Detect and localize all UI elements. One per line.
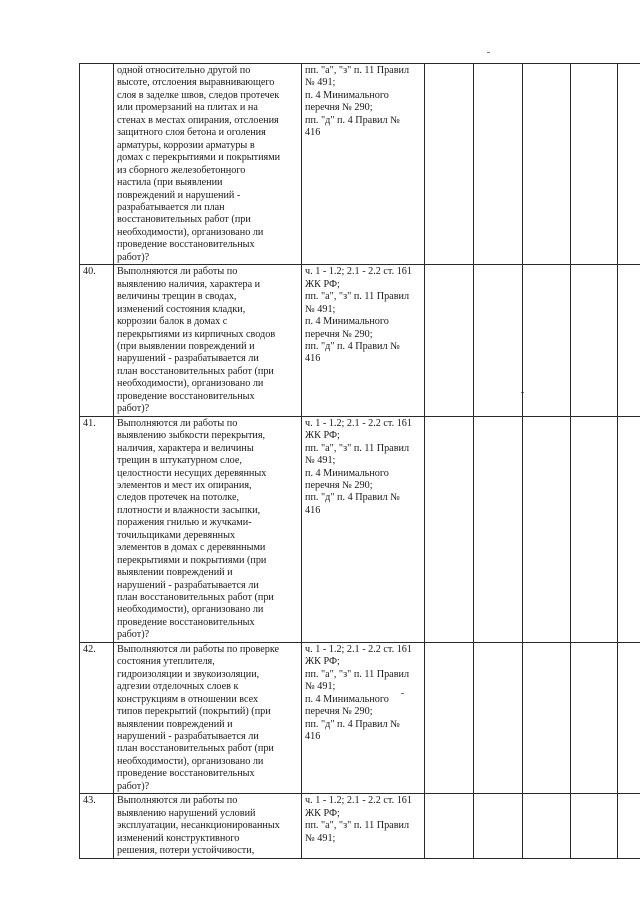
notes-cell[interactable] xyxy=(618,794,640,858)
question-cell: Выполняются ли работы по выявлению наличия, характера и величины трещин в сводах, изменений состояния кладки, коррозии балок в домах с перекрытиями из кирпичных сводов (при выявлении повреждений и нарушений - разрабатывается ли план восстановительных работ (при необходимости), организовано ли проведение восстановительных работ)? xyxy=(114,265,302,416)
answer-cell-no[interactable] xyxy=(474,642,523,793)
answer-cell-extra[interactable] xyxy=(571,64,618,265)
answer-cell-not-applicable[interactable] xyxy=(523,416,571,642)
row-number xyxy=(80,64,114,265)
question-cell: Выполняются ли работы по проверке состояния утеплителя, гидроизоляции и звукоизоляции, адгезии отделочных слоев к конструкциям в отношении всех типов перекрытий (покрытий) (при выявлении повреждений и нарушений - разрабатывается ли план восстановительных работ (при необходимости), организовано ли проведение восстановительных работ)? xyxy=(114,642,302,793)
scan-speck xyxy=(487,52,490,53)
answer-cell-yes[interactable] xyxy=(425,265,474,416)
answer-cell-yes[interactable] xyxy=(425,416,474,642)
reference-cell: ч. 1 - 1.2; 2.1 - 2.2 ст. 161 ЖК РФ; пп. "а", "з" п. 11 Правил № 491; xyxy=(302,794,425,858)
reference-cell: пп. "а", "з" п. 11 Правил № 491; п. 4 Минимального перечня № 290; пп. "д" п. 4 Правил № 416 xyxy=(302,64,425,265)
answer-cell-extra[interactable] xyxy=(571,794,618,858)
table-row xyxy=(80,265,640,416)
answer-cell-not-applicable[interactable] xyxy=(523,642,571,793)
answer-cell-extra[interactable] xyxy=(571,416,618,642)
reference-cell: ч. 1 - 1.2; 2.1 - 2.2 ст. 161 ЖК РФ; пп. "а", "з" п. 11 Правил № 491; п. 4 Минимального перечня № 290; пп. "д" п. 4 Правил № 416 xyxy=(302,265,425,416)
answer-cell-yes[interactable] xyxy=(425,794,474,858)
answer-cell-no[interactable] xyxy=(474,265,523,416)
checklist-table xyxy=(79,63,640,859)
question-cell: Выполняются ли работы по выявлению зыбкости перекрытия, наличия, характера и величины трещин в штукатурном слое, целостности несущих деревянных элементов и мест их опирания, следов протечек на потолке, плотности и влажности засыпки, поражения гнилью и жучками- точильщиками деревянных элементов в домах с деревянными перекрытиями и покрытиями (при выявлении повреждений и нарушений - разрабатывается ли план восстановительных работ (при необходимости), организовано ли проведение восстановительных работ)? xyxy=(114,416,302,642)
table-row xyxy=(80,64,640,265)
row-number: 41. xyxy=(80,416,114,642)
row-number: 43. xyxy=(80,794,114,858)
table-row xyxy=(80,416,640,642)
table-row xyxy=(80,794,640,858)
answer-cell-no[interactable] xyxy=(474,794,523,858)
answer-cell-extra[interactable] xyxy=(571,265,618,416)
question-cell: одной относительно другой по высоте, отслоения выравнивающего слоя в заделке швов, следов протечек или промерзаний на плитах и на стенах в местах опирания, отслоения защитного слоя бетона и оголения арматуры, коррозии арматуры в домах с перекрытиями и покрытиями из сборного железобетонного настила (при выявлении повреждений и нарушений - разрабатывается ли план восстановительных работ (при необходимости), организовано ли проведение восстановительных работ)? xyxy=(114,64,302,265)
answer-cell-not-applicable[interactable] xyxy=(523,794,571,858)
answer-cell-yes[interactable] xyxy=(425,642,474,793)
answer-cell-not-applicable[interactable] xyxy=(523,64,571,265)
answer-cell-no[interactable] xyxy=(474,64,523,265)
table-row xyxy=(80,642,640,793)
reference-cell: ч. 1 - 1.2; 2.1 - 2.2 ст. 161 ЖК РФ; пп. "а", "з" п. 11 Правил № 491; п. 4 Минимального перечня № 290; пп. "д" п. 4 Правил № 416 xyxy=(302,416,425,642)
answer-cell-no[interactable] xyxy=(474,416,523,642)
answer-cell-not-applicable[interactable] xyxy=(523,265,571,416)
answer-cell-extra[interactable] xyxy=(571,642,618,793)
notes-cell[interactable] xyxy=(618,642,640,793)
reference-cell: ч. 1 - 1.2; 2.1 - 2.2 ст. 161 ЖК РФ; пп. "а", "з" п. 11 Правил № 491; п. 4 Минимального перечня № 290; пп. "д" п. 4 Правил № 416 xyxy=(302,642,425,793)
notes-cell[interactable] xyxy=(618,64,640,265)
row-number: 40. xyxy=(80,265,114,416)
notes-cell[interactable] xyxy=(618,265,640,416)
answer-cell-yes[interactable] xyxy=(425,64,474,265)
notes-cell[interactable] xyxy=(618,416,640,642)
row-number: 42. xyxy=(80,642,114,793)
question-cell: Выполняются ли работы по выявлению нарушений условий эксплуатации, несанкционированных изменений конструктивного решения, потери устойчивости, xyxy=(114,794,302,858)
